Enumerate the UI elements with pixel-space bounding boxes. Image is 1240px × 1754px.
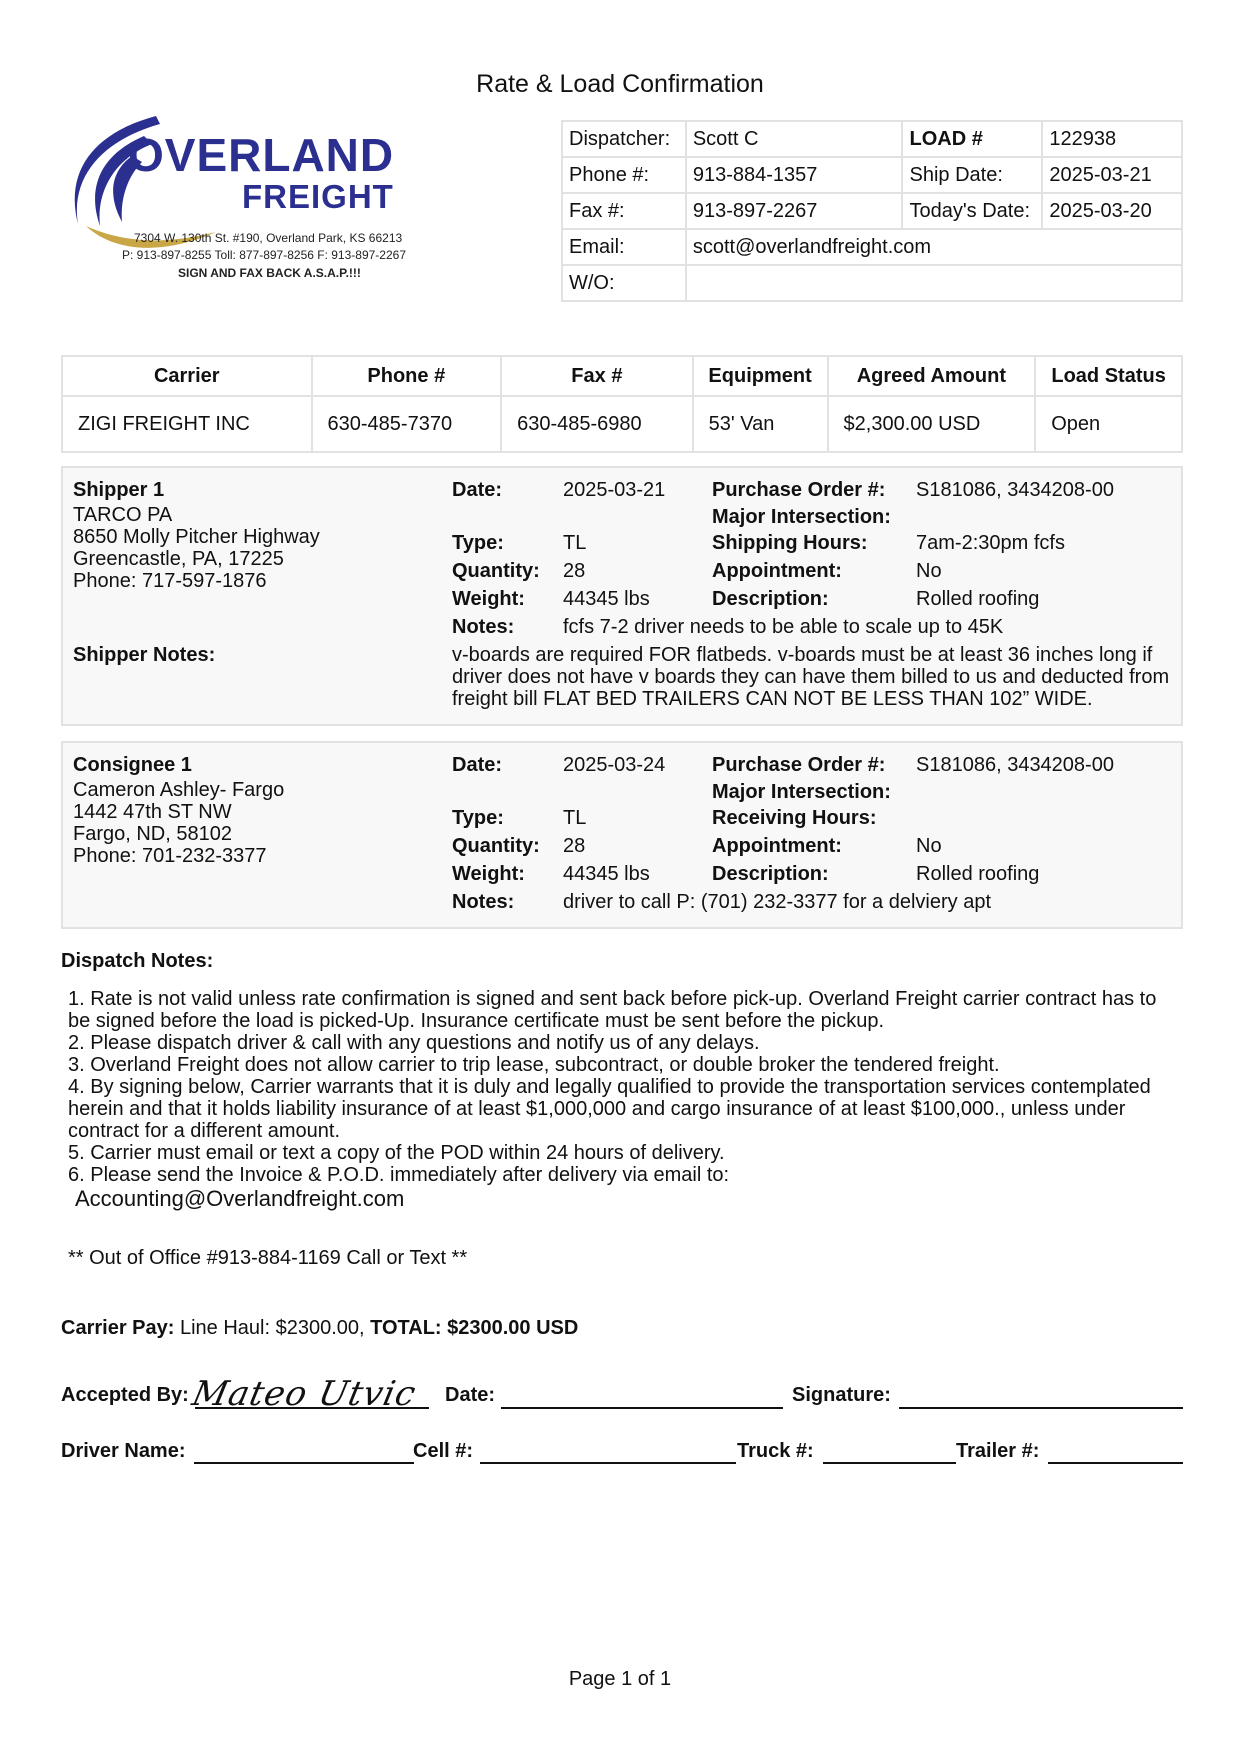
shipper-street: 8650 Molly Pitcher Highway bbox=[73, 526, 320, 548]
company-logo bbox=[56, 114, 456, 284]
carrier-load-status: Open bbox=[1035, 396, 1182, 452]
shipper-notes-label-inline: Notes: bbox=[452, 616, 515, 638]
consignee-notes-label: Notes: bbox=[452, 891, 515, 913]
dispatcher-value: Scott C bbox=[686, 121, 903, 157]
shipper-type: TL bbox=[563, 532, 587, 554]
carrier-equipment: 53' Van bbox=[693, 396, 828, 452]
list-item: 2. Please dispatch driver & call with any questions and notify us of any delays. bbox=[68, 1032, 760, 1054]
consignee-weight: 44345 lbs bbox=[563, 863, 650, 885]
ship-date-value: 2025-03-21 bbox=[1042, 157, 1182, 193]
shipper-date: 2025-03-21 bbox=[563, 479, 666, 501]
consignee-appointment-label: Appointment: bbox=[712, 835, 842, 857]
header-agreed-amount: Agreed Amount bbox=[828, 356, 1036, 396]
shipper-appointment: No bbox=[916, 560, 942, 582]
consignee-section bbox=[61, 741, 1183, 929]
dispatcher-label: Dispatcher: bbox=[562, 121, 686, 157]
cell-label: Cell #: bbox=[413, 1440, 474, 1462]
carrier-name: ZIGI FREIGHT INC bbox=[62, 396, 312, 452]
shipper-po-label: Purchase Order #: bbox=[712, 479, 886, 501]
consignee-street: 1442 47th ST NW bbox=[73, 801, 232, 823]
list-item: 3. Overland Freight does not allow carrier to trip lease, subcontract, or double broker the tendered freight. bbox=[68, 1054, 1000, 1076]
header-load-status: Load Status bbox=[1035, 356, 1182, 396]
list-item: 1. Rate is not valid unless rate confirmation is signed and sent back before pick-up. Overland Freight carrier contract has to be signed before the load is picked-Up. Insurance certificate must be sent before the pickup. bbox=[68, 988, 1157, 1032]
carrier-pay-line-haul: Line Haul: $2300.00, bbox=[174, 1317, 371, 1339]
shipper-type-label: Type: bbox=[452, 532, 504, 554]
logo-word-overland: OVERLAND bbox=[128, 129, 395, 181]
cell-line[interactable] bbox=[480, 1462, 736, 1464]
table-row bbox=[62, 396, 1182, 452]
wo-label: W/O: bbox=[562, 265, 686, 301]
logo-address: 7304 W. 130th St. #190, Overland Park, KS 66213 bbox=[134, 231, 403, 245]
shipper-description: Rolled roofing bbox=[916, 588, 1040, 610]
consignee-intersection-label: Major Intersection: bbox=[712, 781, 891, 803]
carrier-pay bbox=[61, 1317, 578, 1340]
consignee-weight-label: Weight: bbox=[452, 863, 525, 885]
consignee-phone: Phone: 701-232-3377 bbox=[73, 845, 267, 867]
load-number-label: LOAD # bbox=[902, 121, 1042, 157]
todays-date-value: 2025-03-20 bbox=[1042, 193, 1182, 229]
shipper-section bbox=[61, 466, 1183, 726]
shipper-title: Shipper 1 bbox=[73, 479, 165, 501]
page-number: Page 1 of 1 bbox=[568, 1668, 672, 1690]
consignee-description: Rolled roofing bbox=[916, 863, 1040, 885]
shipper-notes-inline: fcfs 7-2 driver needs to be able to scale up to 45K bbox=[563, 616, 1004, 638]
header-phone: Phone # bbox=[312, 356, 502, 396]
logo-word-freight: FREIGHT bbox=[242, 178, 394, 215]
consignee-quantity-label: Quantity: bbox=[452, 835, 540, 857]
header-fax: Fax # bbox=[501, 356, 693, 396]
fax-value: 913-897-2267 bbox=[686, 193, 903, 229]
consignee-quantity: 28 bbox=[563, 835, 586, 857]
consignee-name: Cameron Ashley- Fargo bbox=[73, 779, 285, 801]
shipper-date-label: Date: bbox=[452, 479, 503, 501]
todays-date-label: Today's Date: bbox=[902, 193, 1042, 229]
shipper-quantity: 28 bbox=[563, 560, 586, 582]
list-item: 4. By signing below, Carrier warrants that it is duly and legally qualified to provide the transportation services contemplated herein and that it holds liability insurance of at least $1,000,000 and cargo insurance of at least $100,000., unless under contract for a different amount. bbox=[68, 1076, 1151, 1142]
accepted-by-label: Accepted By: bbox=[61, 1384, 189, 1406]
carrier-agreed-amount: $2,300.00 USD bbox=[828, 396, 1036, 452]
driver-name-line[interactable] bbox=[194, 1462, 414, 1464]
carrier-phone: 630-485-7370 bbox=[312, 396, 502, 452]
phone-label: Phone #: bbox=[562, 157, 686, 193]
load-number-value: 122938 bbox=[1042, 121, 1182, 157]
shipper-name: TARCO PA bbox=[73, 504, 173, 526]
phone-value: 913-884-1357 bbox=[686, 157, 903, 193]
consignee-hours-label: Receiving Hours: bbox=[712, 807, 877, 829]
shipper-weight-label: Weight: bbox=[452, 588, 525, 610]
shipper-description-label: Description: bbox=[712, 588, 829, 610]
shipper-weight: 44345 lbs bbox=[563, 588, 650, 610]
shipper-intersection-label: Major Intersection: bbox=[712, 506, 891, 528]
consignee-type-label: Type: bbox=[452, 807, 504, 829]
shipper-po: S181086, 3434208-00 bbox=[916, 479, 1114, 501]
accepted-by-line[interactable] bbox=[195, 1407, 429, 1409]
dispatch-notes-list bbox=[68, 988, 1178, 1186]
email-value: scott@overlandfreight.com bbox=[686, 229, 1182, 265]
carrier-pay-total: TOTAL: $2300.00 USD bbox=[370, 1317, 579, 1339]
wo-value bbox=[686, 265, 1182, 301]
dispatch-notes-label: Dispatch Notes: bbox=[61, 950, 214, 972]
trailer-line[interactable] bbox=[1048, 1462, 1183, 1464]
logo-phones: P: 913-897-8255 Toll: 877-897-8256 F: 913-897-2267 bbox=[122, 248, 406, 262]
consignee-date-label: Date: bbox=[452, 754, 503, 776]
truck-line[interactable] bbox=[823, 1462, 956, 1464]
ship-date-label: Ship Date: bbox=[902, 157, 1042, 193]
list-item: 5. Carrier must email or text a copy of the POD within 24 hours of delivery. bbox=[68, 1142, 725, 1164]
truck-label: Truck #: bbox=[737, 1440, 814, 1462]
consignee-po-label: Purchase Order #: bbox=[712, 754, 886, 776]
signature-label: Signature: bbox=[792, 1384, 891, 1406]
consignee-date: 2025-03-24 bbox=[563, 754, 666, 776]
logo-note: SIGN AND FAX BACK A.S.A.P.!!! bbox=[178, 266, 361, 280]
out-of-office-note: ** Out of Office #913-884-1169 Call or Text ** bbox=[68, 1247, 468, 1269]
trailer-label: Trailer #: bbox=[956, 1440, 1040, 1462]
accepted-by-signature: Mateo Utvic bbox=[188, 1374, 420, 1414]
consignee-po: S181086, 3434208-00 bbox=[916, 754, 1114, 776]
consignee-city: Fargo, ND, 58102 bbox=[73, 823, 232, 845]
shipper-city: Greencastle, PA, 17225 bbox=[73, 548, 284, 570]
carrier-table bbox=[61, 355, 1183, 453]
signature-line[interactable] bbox=[899, 1407, 1183, 1409]
accounting-email: Accounting@Overlandfreight.com bbox=[75, 1186, 405, 1211]
consignee-notes: driver to call P: (701) 232-3377 for a delviery apt bbox=[563, 891, 991, 913]
list-item: 6. Please send the Invoice & P.O.D. immediately after delivery via email to: bbox=[68, 1164, 730, 1186]
shipper-hours-label: Shipping Hours: bbox=[712, 532, 868, 554]
shipper-quantity-label: Quantity: bbox=[452, 560, 540, 582]
email-label: Email: bbox=[562, 229, 686, 265]
fax-label: Fax #: bbox=[562, 193, 686, 229]
consignee-appointment: No bbox=[916, 835, 942, 857]
dispatch-info-table bbox=[561, 120, 1183, 302]
document-title: Rate & Load Confirmation bbox=[476, 70, 764, 98]
shipper-phone: Phone: 717-597-1876 bbox=[73, 570, 267, 592]
carrier-pay-label: Carrier Pay: bbox=[61, 1317, 175, 1339]
carrier-table-header bbox=[62, 356, 1182, 396]
shipper-hours: 7am-2:30pm fcfs bbox=[916, 532, 1065, 554]
driver-name-label: Driver Name: bbox=[61, 1440, 186, 1462]
date-line[interactable] bbox=[501, 1407, 783, 1409]
shipper-notes-label: Shipper Notes: bbox=[73, 644, 216, 666]
consignee-type: TL bbox=[563, 807, 587, 829]
shipper-notes: v-boards are required FOR flatbeds. v-boards must be at least 36 inches long if driver does not have v boards they can have them billed to us and deducted from freight bill FLAT BED TRAILERS CAN NOT BE LESS THAN 102” WIDE. bbox=[452, 644, 1170, 710]
carrier-fax: 630-485-6980 bbox=[501, 396, 693, 452]
shipper-appointment-label: Appointment: bbox=[712, 560, 842, 582]
consignee-description-label: Description: bbox=[712, 863, 829, 885]
consignee-title: Consignee 1 bbox=[73, 754, 192, 776]
header-carrier: Carrier bbox=[62, 356, 312, 396]
date-label: Date: bbox=[445, 1384, 496, 1406]
header-equipment: Equipment bbox=[693, 356, 828, 396]
